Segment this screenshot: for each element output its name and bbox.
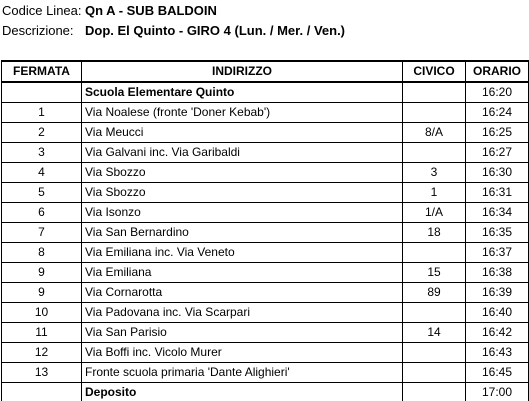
house-number-cell [403, 243, 466, 263]
description-row [2, 21, 345, 41]
address-cell: Via Isonzo [82, 203, 403, 223]
table-row [2, 243, 529, 263]
address-cell: Fronte scuola primaria 'Dante Alighieri' [82, 363, 403, 383]
stop-number-cell: 6 [2, 203, 82, 223]
description-value: Dop. El Quinto - GIRO 4 (Lun. / Mer. / Ven.) [85, 23, 346, 38]
address-cell: Via Galvani inc. Via Garibaldi [82, 143, 403, 163]
header-row [2, 61, 529, 82]
table-row [2, 183, 529, 203]
table-row [2, 263, 529, 283]
address-cell: Scuola Elementare Quinto [82, 82, 403, 103]
stop-number-cell: 11 [2, 323, 82, 343]
stop-number-cell: 4 [2, 163, 82, 183]
house-number-cell [403, 343, 466, 363]
address-cell: Via Padovana inc. Via Scarpari [82, 303, 403, 323]
house-number-cell: 3 [403, 163, 466, 183]
stop-number-cell [2, 383, 82, 401]
time-cell: 16:35 [466, 223, 529, 243]
address-cell: Via Meucci [82, 123, 403, 143]
address-cell: Via San Bernardino [82, 223, 403, 243]
address-cell: Via Cornarotta [82, 283, 403, 303]
time-cell: 16:40 [466, 303, 529, 323]
house-number-cell [403, 363, 466, 383]
table-row [2, 203, 529, 223]
table-row [2, 303, 529, 323]
table-row [2, 103, 529, 123]
house-number-cell: 1 [403, 183, 466, 203]
house-number-cell [403, 82, 466, 103]
time-cell: 16:37 [466, 243, 529, 263]
stop-number-cell: 9 [2, 283, 82, 303]
table-row [2, 363, 529, 383]
time-cell: 16:43 [466, 343, 529, 363]
house-number-cell: 18 [403, 223, 466, 243]
table-row [2, 143, 529, 163]
address-cell: Via Emiliana inc. Via Veneto [82, 243, 403, 263]
house-number-cell: 14 [403, 323, 466, 343]
address-cell: Via Boffi inc. Vicolo Murer [82, 343, 403, 363]
time-cell: 16:31 [466, 183, 529, 203]
time-cell: 16:20 [466, 82, 529, 103]
stop-number-cell: 10 [2, 303, 82, 323]
column-header-fermata: FERMATA [2, 61, 82, 82]
address-cell: Via Sbozzo [82, 163, 403, 183]
stop-number-cell: 5 [2, 183, 82, 203]
time-cell: 16:42 [466, 323, 529, 343]
stop-number-cell: 8 [2, 243, 82, 263]
line-code-value: Qn A - SUB BALDOIN [85, 3, 217, 18]
house-number-cell [403, 143, 466, 163]
house-number-cell: 15 [403, 263, 466, 283]
stop-number-cell: 2 [2, 123, 82, 143]
house-number-cell: 1/A [403, 203, 466, 223]
house-number-cell [403, 103, 466, 123]
stop-number-cell: 3 [2, 143, 82, 163]
stop-number-cell: 9 [2, 263, 82, 283]
address-cell: Via Noalese (fronte 'Doner Kebab') [82, 103, 403, 123]
column-header-civico: CIVICO [403, 61, 466, 82]
time-cell: 16:30 [466, 163, 529, 183]
stop-number-cell: 13 [2, 363, 82, 383]
time-cell: 16:38 [466, 263, 529, 283]
table-row [2, 123, 529, 143]
table-row [2, 323, 529, 343]
address-cell: Via Emiliana [82, 263, 403, 283]
stop-number-cell: 1 [2, 103, 82, 123]
time-cell: 16:39 [466, 283, 529, 303]
time-cell: 16:25 [466, 123, 529, 143]
table-body [2, 82, 529, 401]
time-cell: 16:27 [466, 143, 529, 163]
stops-table [1, 60, 529, 401]
table-row [2, 82, 529, 103]
address-cell: Via Sbozzo [82, 183, 403, 203]
column-header-indirizzo: INDIRIZZO [82, 61, 403, 82]
time-cell: 16:24 [466, 103, 529, 123]
time-cell: 16:45 [466, 363, 529, 383]
column-header-orario: ORARIO [466, 61, 529, 82]
house-number-cell: 89 [403, 283, 466, 303]
description-label: Descrizione: [2, 23, 74, 38]
stop-number-cell: 7 [2, 223, 82, 243]
stop-number-cell [2, 82, 82, 103]
time-cell: 16:34 [466, 203, 529, 223]
table-row [2, 383, 529, 401]
line-code-label: Codice Linea: [2, 3, 82, 18]
house-number-cell [403, 383, 466, 401]
stop-number-cell: 12 [2, 343, 82, 363]
address-cell: Deposito [82, 383, 403, 401]
table-row [2, 223, 529, 243]
time-cell: 17:00 [466, 383, 529, 401]
table-header [2, 61, 529, 82]
table-row [2, 343, 529, 363]
house-number-cell: 8/A [403, 123, 466, 143]
table-row [2, 163, 529, 183]
house-number-cell [403, 303, 466, 323]
line-code-row [2, 1, 217, 21]
table-row [2, 283, 529, 303]
address-cell: Via San Parisio [82, 323, 403, 343]
